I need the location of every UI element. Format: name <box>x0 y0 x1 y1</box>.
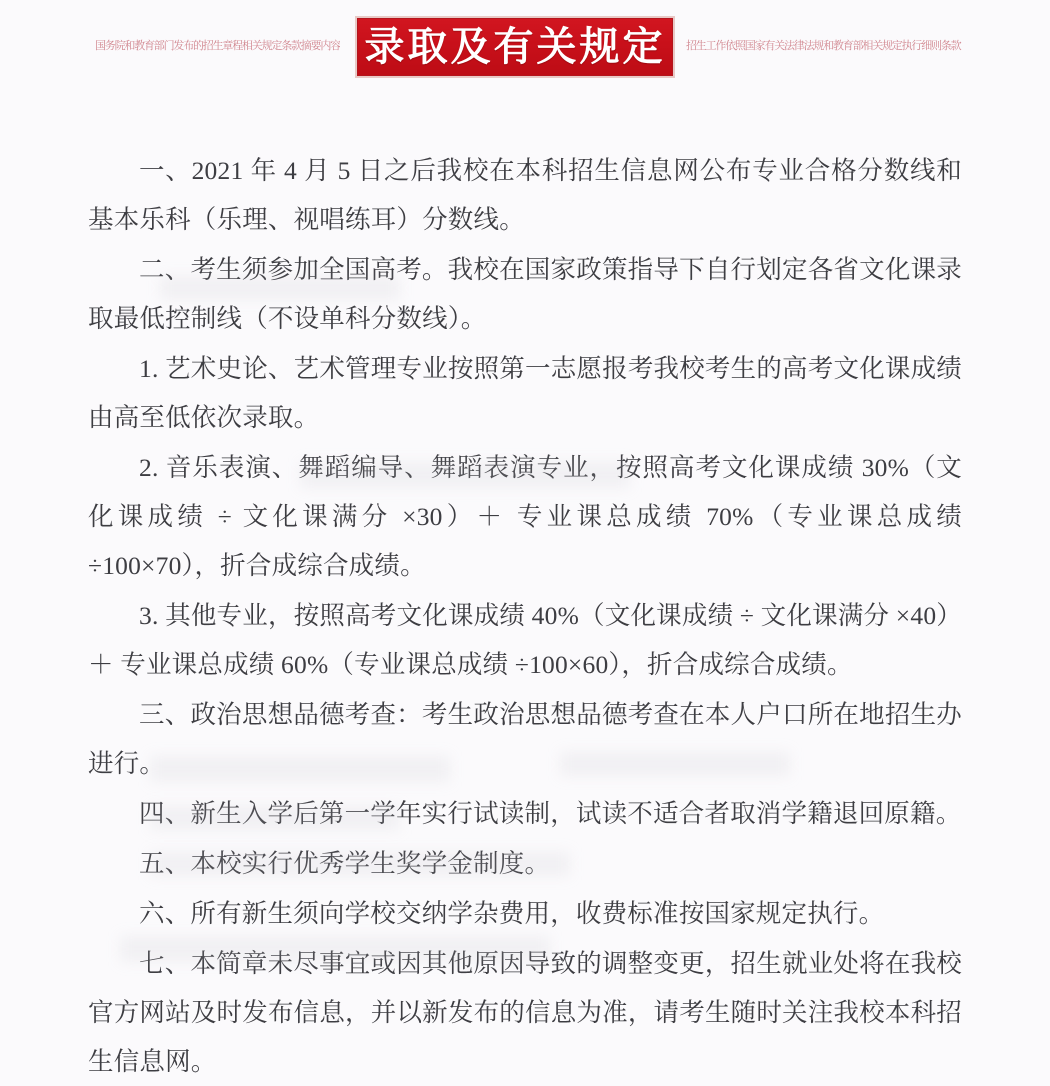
paragraph-item-3: 三、政治思想品德考查：考生政治思想品德考查在本人户口所在地招生办进行。 <box>88 700 962 778</box>
paragraph-item-2: 二、考生须参加全国高考。我校在国家政策指导下自行划定各省文化课录取最低控制线（不设单科分数线）。 <box>88 255 962 333</box>
paragraph-item-1: 一、2021 年 4 月 5 日之后我校在本科招生信息网公布专业合格分数线和基本乐科（乐理、视唱练耳）分数线。 <box>88 156 962 234</box>
document-body <box>88 146 962 1086</box>
paragraph-item-2-sub-2: 2. 音乐表演、舞蹈编导、舞蹈表演专业，按照高考文化课成绩 30%（文化课成绩 ÷ 文化课满分 ×30）＋ 专业课总成绩 70%（专业课总成绩 ÷100×70），折合成综合成绩。 <box>88 453 962 580</box>
paragraph-item-5: 五、本校实行优秀学生奖学金制度。 <box>139 849 551 878</box>
paragraph-item-4: 四、新生入学后第一学年实行试读制，试读不适合者取消学籍退回原籍。 <box>139 799 962 828</box>
decorative-microtext-left: 国务院和教育部门发布的招生章程相关规定条款摘要内容 <box>95 39 340 52</box>
page-title: 录取及有关规定 <box>364 24 666 70</box>
paragraph-item-6: 六、所有新生须向学校交纳学杂费用，收费标准按国家规定执行。 <box>139 899 885 928</box>
decorative-microtext-right: 招生工作依照国家有关法律法规和教育部相关规定执行细则条款 <box>686 39 961 52</box>
paragraph-item-2-sub-1: 1. 艺术史论、艺术管理专业按照第一志愿报考我校考生的高考文化课成绩由高至低依次录取。 <box>88 354 962 432</box>
title-banner <box>355 16 675 78</box>
paragraph-item-7: 七、本简章未尽事宜或因其他原因导致的调整变更，招生就业处将在我校官方网站及时发布信息，并以新发布的信息为准，请考生随时关注我校本科招生信息网。 <box>88 949 962 1076</box>
header-band <box>0 0 1050 100</box>
paragraph-item-2-sub-3: 3. 其他专业，按照高考文化课成绩 40%（文化课成绩 ÷ 文化课满分 ×40）＋ 专业课总成绩 60%（专业课总成绩 ÷100×60），折合成综合成绩。 <box>88 601 962 679</box>
